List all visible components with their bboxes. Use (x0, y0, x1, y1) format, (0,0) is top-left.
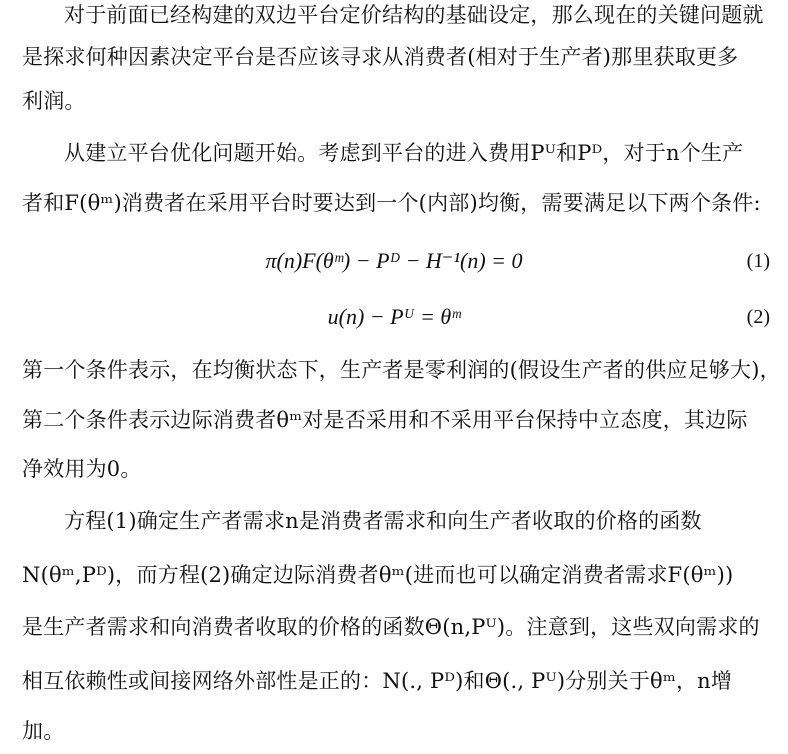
paragraph-1-line-1: 对于前面已经构建的双边平台定价结构的基础设定，那么现在的关键问题就 (64, 3, 764, 27)
paragraph-4-line-4: 相互依赖性或间接网络外部性是正的：N(., Pᴰ)和Θ(., Pᵁ)分别关于θᵐ，n增 (22, 669, 733, 693)
paragraph-4-line-2: N(θᵐ,Pᴰ)，而方程(2)确定边际消费者θᵐ(进而也可以确定消费者需求F(θᵐ)) (22, 563, 734, 587)
paragraph-1-line-3: 利润。 (22, 89, 86, 113)
equation-1-number: (1) (746, 250, 770, 272)
paragraph-2-line-2: 者和F(θᵐ)消费者在采用平台时要达到一个(内部)均衡，需要满足以下两个条件: (22, 191, 761, 215)
paragraph-4-line-1: 方程(1)确定生产者需求n是消费者需求和向生产者收取的价格的函数 (64, 509, 702, 533)
paragraph-3-line-2: 第二个条件表示边际消费者θᵐ对是否采用和不采用平台保持中立态度，其边际 (22, 408, 748, 432)
paragraph-3-line-3: 净效用为0。 (22, 457, 142, 481)
equation-2-expression: u(n) − Pᵁ = θᵐ (327, 304, 461, 329)
paragraph-2-line-1: 从建立平台优化问题开始。考虑到平台的进入费用Pᵁ和Pᴰ，对于n个生产 (64, 141, 744, 165)
equation-2-number: (2) (746, 306, 770, 328)
paragraph-3-line-1: 第一个条件表示，在均衡状态下，生产者是零利润的(假设生产者的供应足够大)， (22, 358, 781, 382)
paragraph-4-line-5: 加。 (22, 719, 65, 743)
paragraph-4-line-3: 是生产者需求和向消费者收取的价格的函数Θ(n,Pᵁ)。注意到，这些双向需求的 (22, 615, 760, 639)
equation-1-expression: π(n)F(θᵐ) − Pᴰ − H⁻¹(n) = 0 (265, 248, 523, 273)
paragraph-1-line-2: 是探求何种因素决定平台是否应该寻求从消费者(相对于生产者)那里获取更多 (22, 45, 739, 69)
